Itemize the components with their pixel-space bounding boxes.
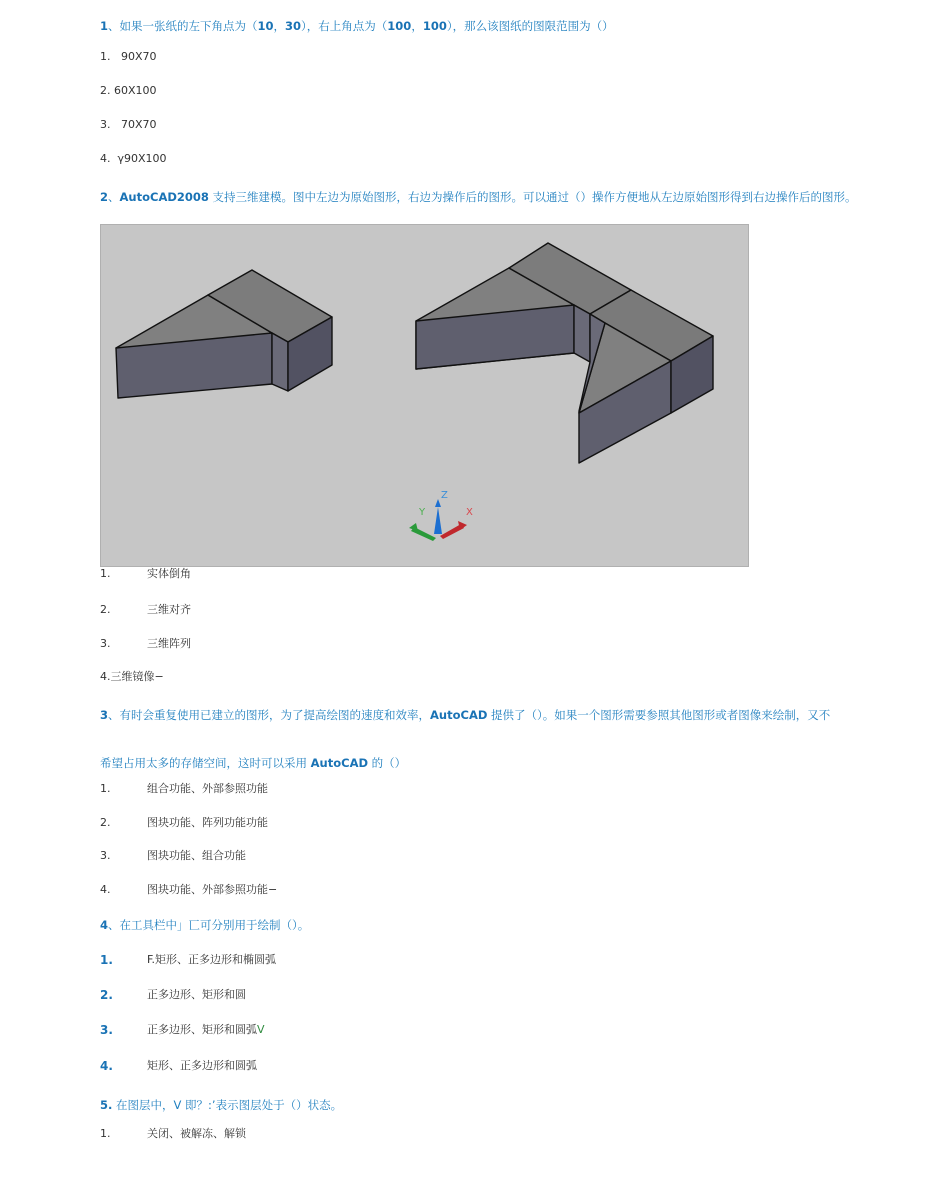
question-text: 在图层中，V 即？:’表示图层处于（）状态。 (112, 1098, 343, 1112)
app-name: AutoCAD (430, 708, 488, 722)
option-3-number: 3. (100, 637, 111, 650)
option-2-number: 2. (100, 816, 111, 829)
question-number: 1 (100, 19, 109, 33)
separator: ， (411, 19, 423, 33)
option-2[interactable]: 正多边形、矩形和圆 (147, 988, 246, 1001)
option-2-number: 2. (100, 988, 113, 1002)
question-number: 5. (100, 1098, 113, 1112)
option-3[interactable]: 3. 70X70 (100, 118, 157, 131)
question-text: ），那么该图纸的图限范围为（） (446, 19, 614, 33)
question-text: 、有时会重复使用已建立的图形，为了提高绘图的速度和效率， (108, 708, 431, 722)
ucs-axis-icon (409, 490, 473, 541)
z-axis-label: Z (441, 490, 448, 501)
value: 10 (257, 19, 274, 33)
option-2-number: 2. (100, 603, 111, 616)
question-4 (100, 917, 860, 933)
y-axis-label: Y (419, 507, 426, 518)
option-4-number: 4. (100, 883, 111, 896)
option-3-text: 正多边形、矩形和圆弧 (147, 1023, 257, 1036)
separator: ， (273, 19, 286, 33)
value: 100 (422, 19, 447, 33)
original-shape (116, 270, 332, 398)
option-3[interactable]: 图块功能、组合功能 (147, 849, 246, 862)
value: 30 (285, 19, 302, 33)
option-1[interactable]: 组合功能、外部参照功能 (147, 782, 268, 795)
app-name: AutoCAD (310, 756, 369, 770)
question-text: 、 (108, 190, 120, 204)
question-text: 、在工具栏中」匸可分别用于绘制（）。 (108, 918, 310, 932)
app-name: AutoCAD2008 (119, 190, 209, 204)
value: 100 (387, 19, 412, 33)
option-1-number: 1. (100, 782, 111, 795)
option-4[interactable]: 图块功能、外部参照功能− (147, 883, 278, 896)
option-3[interactable] (147, 1023, 265, 1037)
question-1 (100, 18, 860, 34)
operated-shape (416, 243, 713, 463)
question-text: 提供了（）。如果一个图形需要参照其他图形或者图像来绘制，又不 (487, 708, 831, 722)
option-3-number: 3. (100, 1023, 113, 1037)
cad-3d-figure (100, 224, 749, 567)
option-2[interactable]: 三维对齐 (147, 603, 191, 616)
option-1[interactable]: 关闭、被解冻、解锁 (147, 1127, 246, 1140)
check-mark: V (257, 1023, 265, 1036)
option-3-number: 3. (100, 849, 111, 862)
option-1-number: 1. (100, 567, 111, 580)
x-axis-label: X (466, 507, 473, 518)
option-2[interactable]: 2. 60X100 (100, 84, 157, 97)
option-1-number: 1. (100, 953, 113, 967)
question-5 (100, 1097, 860, 1113)
option-3[interactable]: 三维阵列 (147, 637, 191, 650)
question-text: 、如果一张纸的左下角点为（ (108, 19, 258, 33)
option-4-number: 4. (100, 1059, 113, 1073)
option-4[interactable]: 矩形、正多边形和圆弧 (147, 1059, 257, 1072)
question-number: 4 (100, 918, 109, 932)
question-3-continued (100, 755, 860, 771)
option-4[interactable]: 4.三维镜像− (100, 670, 164, 683)
option-2[interactable]: 图块功能、阵列功能功能 (147, 816, 268, 829)
question-2 (100, 189, 860, 205)
option-1[interactable]: 实体倒角 (147, 567, 191, 580)
cad-viewport-drawing (101, 225, 748, 566)
question-number: 2 (100, 190, 109, 204)
question-3 (100, 707, 860, 723)
question-number: 3 (100, 708, 109, 722)
question-text: 支持三维建模。图中左边为原始图形，右边为操作后的图形。可以通过（）操作方便地从左边原始图形得到右边操作后的图形。 (208, 190, 857, 204)
question-text: ），右上角点为（ (301, 19, 388, 33)
option-4[interactable]: 4. γ90X100 (100, 152, 167, 165)
option-1-number: 1. (100, 1127, 111, 1140)
option-1[interactable]: 1. 90X70 (100, 50, 157, 63)
question-text: 的（） (368, 756, 407, 770)
question-text: 希望占用太多的存储空间，这时可以采用 (100, 756, 311, 770)
option-1[interactable]: F.矩形、正多边形和椭圆弧 (147, 953, 277, 966)
